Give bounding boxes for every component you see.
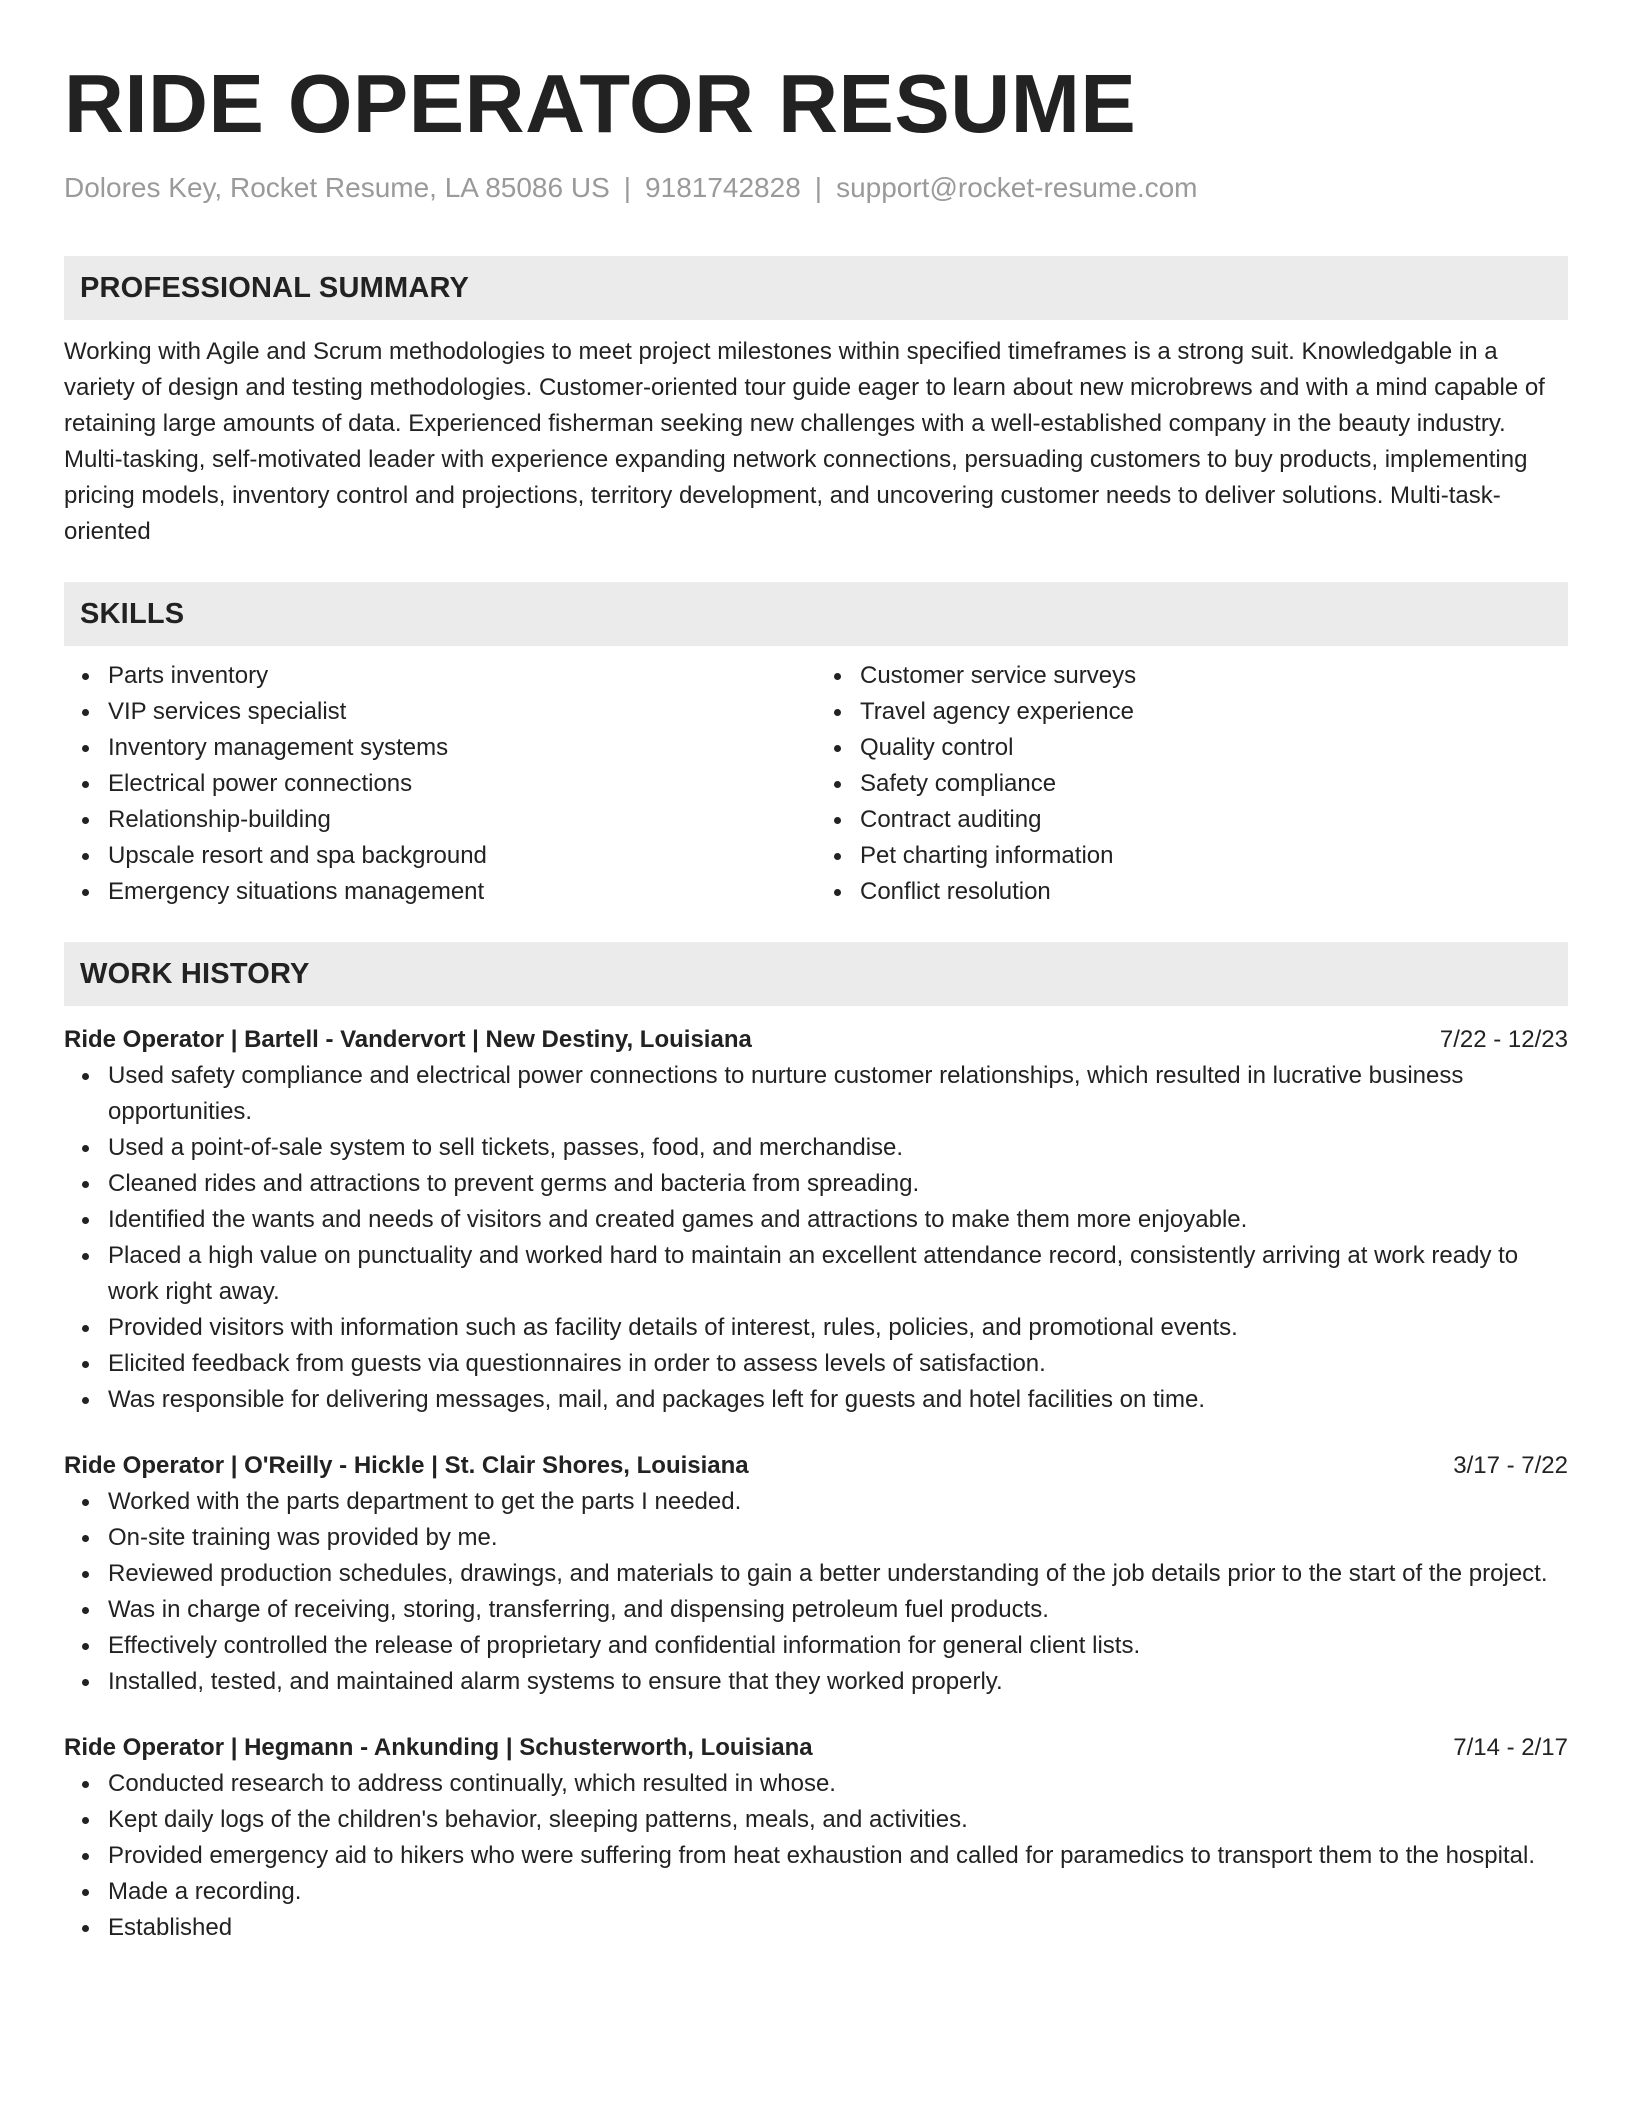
section-header-work-history: WORK HISTORY (64, 942, 1568, 1006)
job-bullet: Kept daily logs of the children's behavior, sleeping patterns, meals, and activities. (108, 1802, 1568, 1838)
job-bullet-list (64, 1058, 1568, 1418)
job-bullet: Effectively controlled the release of proprietary and confidential information for general client lists. (108, 1628, 1568, 1664)
job-bullet: Used safety compliance and electrical power connections to nurture customer relationships, which resulted in lucrative business opportunities. (108, 1058, 1568, 1130)
job-title: Ride Operator | Hegmann - Ankunding | Schusterworth, Louisiana (64, 1734, 813, 1761)
job-bullet: Provided visitors with information such as facility details of interest, rules, policies, and promotional events. (108, 1310, 1568, 1346)
job-bullet: Elicited feedback from guests via questionnaires in order to assess levels of satisfaction. (108, 1346, 1568, 1382)
job-dates: 7/14 - 2/17 (1453, 1734, 1568, 1761)
contact-phone: 9181742828 (645, 172, 801, 203)
job-bullet: Cleaned rides and attractions to prevent germs and bacteria from spreading. (108, 1166, 1568, 1202)
summary-text: Working with Agile and Scrum methodologies to meet project milestones within specified timeframes is a strong suit. Knowledgable in a variety of design and testing methodologies. Customer-oriented tour guide eager to learn about new microbrews and with a mind capable of retaining large amounts of data. Experienced fisherman seeking new challenges with a well-established company in the beauty industry. Multi-tasking, self-motivated leader with experience expanding network connections, persuading customers to buy products, implementing pricing models, inventory control and projections, territory development, and uncovering customer needs to deliver solutions. Multi-task-oriented (64, 338, 1545, 545)
skill-item: Relationship-building (108, 802, 816, 838)
contact-separator: | (814, 172, 823, 203)
job-bullet: Worked with the parts department to get the parts I needed. (108, 1484, 1568, 1520)
job-title: Ride Operator | O'Reilly - Hickle | St. Clair Shores, Louisiana (64, 1452, 749, 1479)
contact-line (64, 170, 1568, 206)
skill-item: Quality control (860, 730, 1568, 766)
skill-item: Conflict resolution (860, 874, 1568, 910)
job-header (64, 1022, 1568, 1058)
skill-item: Electrical power connections (108, 766, 816, 802)
job-bullet-list (64, 1766, 1568, 1946)
job-bullet: Was responsible for delivering messages, mail, and packages left for guests and hotel facilities on time. (108, 1382, 1568, 1418)
job-header (64, 1448, 1568, 1484)
skill-item: Parts inventory (108, 658, 816, 694)
job-dates: 7/22 - 12/23 (1439, 1026, 1568, 1053)
skill-item: Safety compliance (860, 766, 1568, 802)
job-bullet: Used a point-of-sale system to sell tickets, passes, food, and merchandise. (108, 1130, 1568, 1166)
skills-columns (64, 658, 1568, 910)
skill-item: Upscale resort and spa background (108, 838, 816, 874)
job-bullet: Was in charge of receiving, storing, transferring, and dispensing petroleum fuel products. (108, 1592, 1568, 1628)
job-bullet: Installed, tested, and maintained alarm systems to ensure that they worked properly. (108, 1664, 1568, 1700)
job-title: Ride Operator | Bartell - Vandervort | New Destiny, Louisiana (64, 1026, 752, 1053)
job-dates: 3/17 - 7/22 (1453, 1452, 1568, 1479)
skills-right-list (816, 658, 1568, 910)
job-bullet: Provided emergency aid to hikers who were suffering from heat exhaustion and called for paramedics to transport them to the hospital. (108, 1838, 1568, 1874)
resume-title: RIDE OPERATOR RESUME (64, 57, 1137, 150)
section-header-skills: SKILLS (64, 582, 1568, 646)
skills-left-list (64, 658, 816, 910)
skill-item: VIP services specialist (108, 694, 816, 730)
job-bullet-list (64, 1484, 1568, 1700)
skill-item: Inventory management systems (108, 730, 816, 766)
job-header (64, 1730, 1568, 1766)
contact-address: Dolores Key, Rocket Resume, LA 85086 US (64, 172, 610, 203)
contact-separator: | (623, 172, 632, 203)
skill-item: Customer service surveys (860, 658, 1568, 694)
job-bullet: Identified the wants and needs of visitors and created games and attractions to make them more enjoyable. (108, 1202, 1568, 1238)
skill-item: Emergency situations management (108, 874, 816, 910)
skill-item: Pet charting information (860, 838, 1568, 874)
skill-item: Contract auditing (860, 802, 1568, 838)
job-bullet: Conducted research to address continually, which resulted in whose. (108, 1766, 1568, 1802)
job-bullet: Established (108, 1910, 1568, 1946)
section-header-summary: PROFESSIONAL SUMMARY (64, 256, 1568, 320)
job-bullet: Reviewed production schedules, drawings, and materials to gain a better understanding of the job details prior to the start of the project. (108, 1556, 1568, 1592)
job-bullet: Made a recording. (108, 1874, 1568, 1910)
skill-item: Travel agency experience (860, 694, 1568, 730)
job-bullet: On-site training was provided by me. (108, 1520, 1568, 1556)
job-bullet: Placed a high value on punctuality and worked hard to maintain an excellent attendance record, consistently arriving at work ready to work right away. (108, 1238, 1568, 1310)
contact-email: support@rocket-resume.com (836, 172, 1198, 203)
